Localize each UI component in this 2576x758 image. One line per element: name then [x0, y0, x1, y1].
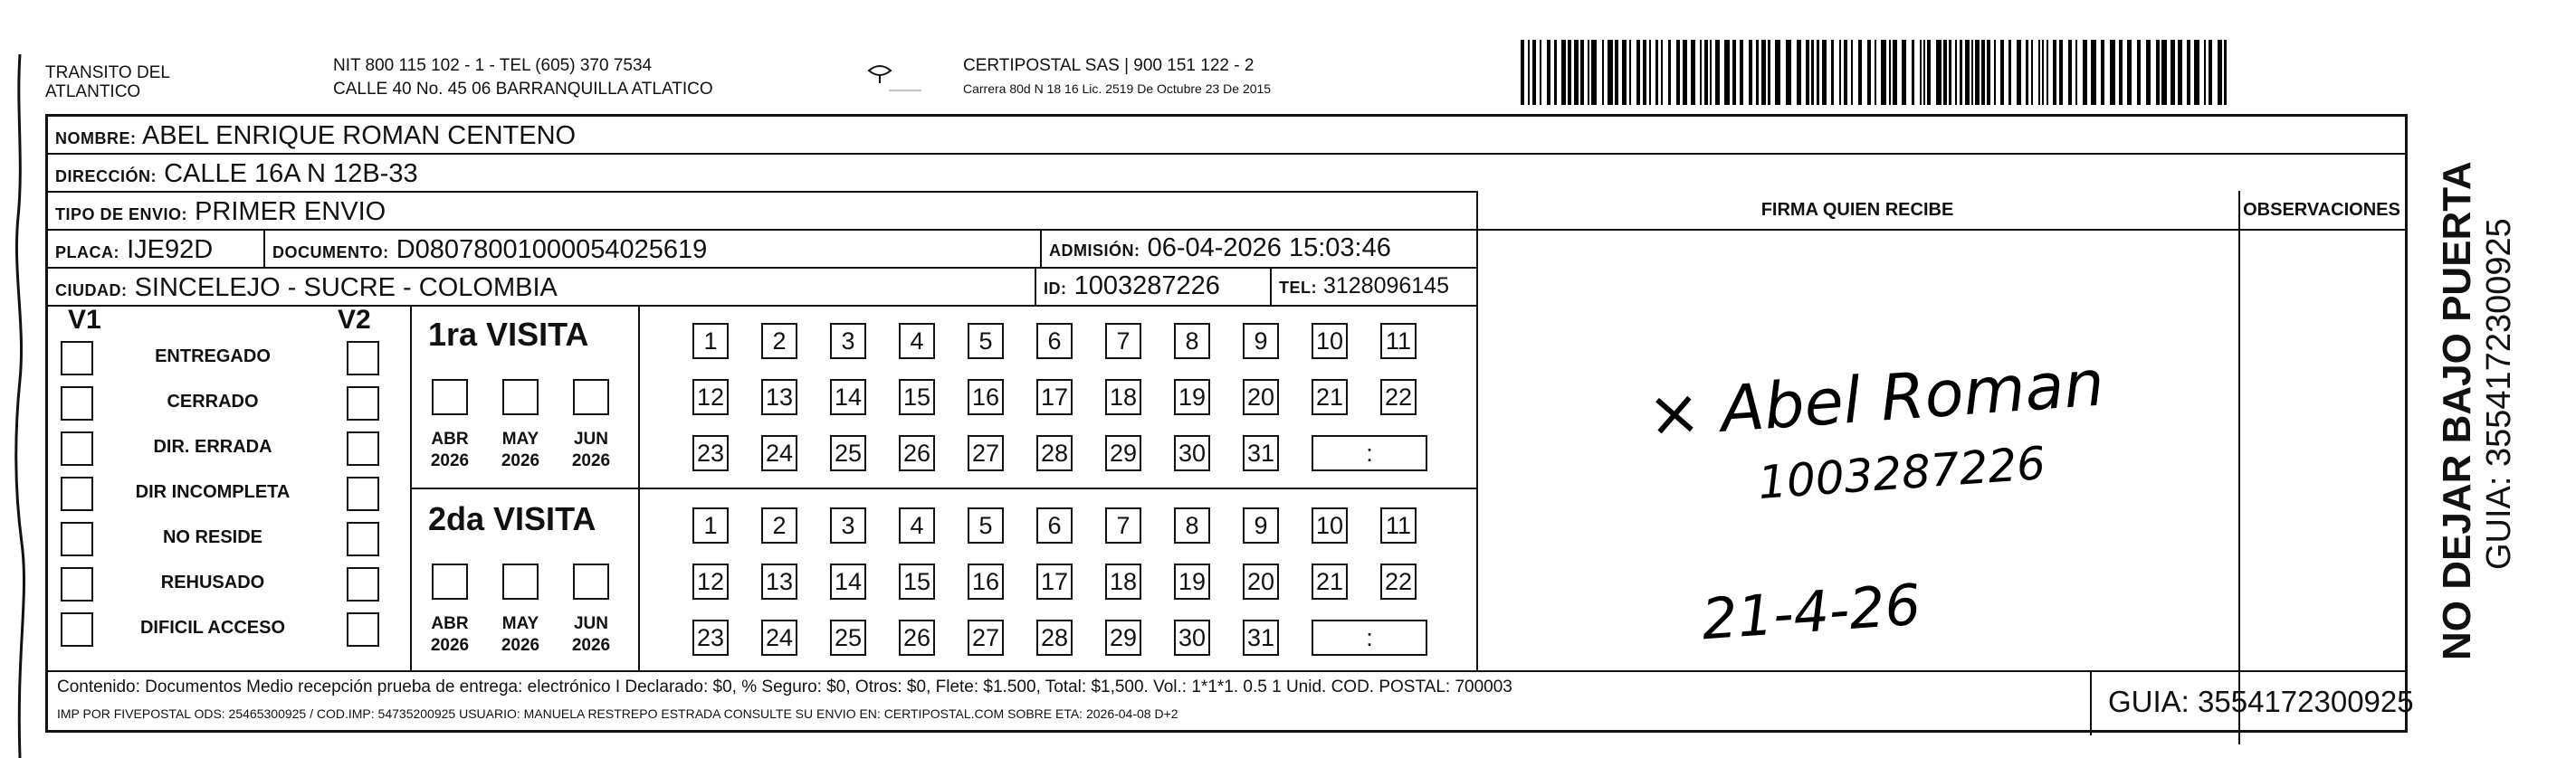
tipo-envio-label: TIPO DE ENVIO: — [55, 205, 188, 223]
day-box[interactable]: 3 — [830, 507, 866, 544]
status-option-label: DIR. ERRADA — [153, 437, 272, 457]
documento-label: DOCUMENTO: — [272, 243, 389, 261]
firma-column-header: FIRMA QUIEN RECIBE — [1760, 200, 1954, 220]
day-box[interactable]: 15 — [899, 379, 935, 415]
sender-name-line2: ATLANTICO — [45, 82, 141, 101]
day-box[interactable]: 13 — [761, 379, 797, 415]
v2-checkbox[interactable] — [347, 567, 379, 602]
direccion-label: DIRECCIÓN: — [55, 167, 157, 185]
placa-field — [55, 234, 213, 268]
v1-checkbox[interactable] — [61, 431, 93, 466]
signature-id: 1003287226 — [1756, 436, 2047, 510]
admision-field — [1049, 232, 1391, 266]
day-box[interactable]: 23 — [692, 435, 729, 471]
v2-header: V2 — [338, 305, 371, 335]
day-box[interactable]: 26 — [899, 435, 935, 471]
footer-contenido: Contenido: Documentos Medio recepción prueba de entrega: electrónico I Declarado: $0, % Seguro: $0, Otros: $0, Flete: $1.500, Total: $1,500. Vol.: 1*1*1. 0.5 1 Unid. COD. POSTAL: 700003 — [57, 677, 1512, 696]
year-label: 2026 — [430, 636, 470, 655]
status-option-label: CERRADO — [167, 392, 259, 412]
status-option-label: ENTREGADO — [155, 346, 271, 366]
day-box[interactable]: 15 — [899, 564, 935, 600]
day-box[interactable]: 19 — [1174, 379, 1210, 415]
day-box[interactable]: 31 — [1243, 620, 1279, 656]
nombre-value: ABEL ENRIQUE ROMAN CENTENO — [141, 121, 577, 150]
v1-header: V1 — [68, 305, 101, 335]
v2-checkbox[interactable] — [347, 431, 379, 466]
day-box[interactable]: 11 — [1380, 323, 1417, 359]
status-option-label: NO RESIDE — [162, 527, 263, 547]
status-option-label: DIFICIL ACCESO — [139, 618, 285, 638]
v1-checkbox[interactable] — [61, 386, 93, 421]
v2-checkbox[interactable] — [347, 477, 379, 511]
day-box[interactable]: 21 — [1312, 564, 1348, 600]
day-box[interactable]: 28 — [1036, 620, 1073, 656]
tipo-envio-value: PRIMER ENVIO — [195, 197, 386, 226]
ciudad-value: SINCELEJO - SUCRE - COLOMBIA — [134, 273, 558, 302]
nombre-field — [55, 120, 576, 154]
footer-imp: IMP POR FIVEPOSTAL ODS: 25465300925 / COD.IMP: 54735200925 USUARIO: MANUELA RESTREPO ESTRADA CONSULTE SU ENVIO EN: CERTIPOSTAL.COM SOBRE ETA: 2026-04-08 D+2 — [57, 706, 1178, 721]
courier-logo-icon — [862, 58, 925, 94]
day-box[interactable]: 18 — [1105, 564, 1141, 600]
day-box[interactable]: 10 — [1312, 507, 1348, 544]
day-box[interactable]: 6 — [1036, 507, 1073, 544]
day-box[interactable]: 18 — [1105, 379, 1141, 415]
year-label: 2026 — [571, 451, 611, 470]
day-box[interactable]: 14 — [830, 564, 866, 600]
day-box[interactable]: 25 — [830, 435, 866, 471]
month-checkbox[interactable] — [502, 379, 539, 415]
ciudad-label: CIUDAD: — [55, 281, 128, 299]
day-box[interactable]: 9 — [1243, 507, 1279, 544]
sender-name-line1: TRANSITO DEL — [45, 63, 170, 82]
day-box[interactable]: 7 — [1105, 323, 1141, 359]
month-checkbox[interactable] — [573, 564, 609, 600]
status-option-label: DIR INCOMPLETA — [135, 482, 291, 502]
tel-field — [1279, 270, 1449, 303]
day-box[interactable]: 4 — [899, 323, 935, 359]
day-box[interactable]: 19 — [1174, 564, 1210, 600]
v1-checkbox[interactable] — [61, 567, 93, 602]
day-box[interactable]: 8 — [1174, 323, 1210, 359]
day-box[interactable]: 4 — [899, 507, 935, 544]
tel-value: 3128096145 — [1322, 273, 1449, 298]
day-box[interactable]: 20 — [1243, 564, 1279, 600]
first-visit-title: 1ra VISITA — [428, 316, 589, 353]
day-box[interactable]: 24 — [761, 435, 797, 471]
day-box[interactable]: 16 — [968, 564, 1004, 600]
year-label: 2026 — [571, 636, 611, 655]
month-checkbox[interactable] — [502, 564, 539, 600]
month-label: ABR — [431, 614, 469, 633]
v2-checkbox[interactable] — [347, 386, 379, 421]
direccion-field — [55, 158, 418, 192]
day-box[interactable]: 12 — [692, 379, 729, 415]
admision-value: 06-04-2026 15:03:46 — [1147, 233, 1391, 262]
year-label: 2026 — [501, 451, 540, 470]
day-box[interactable]: 1 — [692, 323, 729, 359]
day-box[interactable]: 21 — [1312, 379, 1348, 415]
day-box[interactable]: 30 — [1174, 620, 1210, 656]
month-label: MAY — [501, 614, 539, 633]
direccion-value: CALLE 16A N 12B-33 — [164, 159, 418, 188]
month-label: JUN — [573, 430, 608, 449]
day-box[interactable]: 23 — [692, 620, 729, 656]
day-box[interactable]: 22 — [1380, 564, 1417, 600]
day-box[interactable]: 11 — [1380, 507, 1417, 544]
time-field[interactable]: : — [1312, 620, 1427, 656]
day-box[interactable]: 9 — [1243, 323, 1279, 359]
sender-address: CALLE 40 No. 45 06 BARRANQUILLA ATLATICO — [333, 80, 713, 99]
v1-checkbox[interactable] — [61, 477, 93, 511]
day-box[interactable]: 7 — [1105, 507, 1141, 544]
day-box[interactable]: 27 — [968, 435, 1004, 471]
day-box[interactable]: 14 — [830, 379, 866, 415]
v1-checkbox[interactable] — [61, 522, 93, 556]
day-box[interactable]: 20 — [1243, 379, 1279, 415]
day-box[interactable]: 24 — [761, 620, 797, 656]
day-box[interactable]: 25 — [830, 620, 866, 656]
day-box[interactable]: 28 — [1036, 435, 1073, 471]
day-box[interactable]: 13 — [761, 564, 797, 600]
month-label: ABR — [431, 430, 469, 449]
second-visit-title: 2da VISITA — [428, 500, 596, 537]
documento-field — [272, 234, 707, 268]
id-value: 1003287226 — [1073, 271, 1220, 300]
sender-nit: NIT 800 115 102 - 1 - TEL (605) 370 7534 — [333, 56, 653, 75]
documento-value: D08078001000054025619 — [396, 235, 708, 264]
day-box[interactable]: 1 — [692, 507, 729, 544]
v2-checkbox[interactable] — [347, 341, 379, 375]
day-box[interactable]: 16 — [968, 379, 1004, 415]
day-box[interactable]: 6 — [1036, 323, 1073, 359]
id-field — [1044, 270, 1220, 304]
signature-date: 21-4-26 — [1699, 571, 1923, 653]
day-box[interactable]: 12 — [692, 564, 729, 600]
day-box[interactable]: 5 — [968, 507, 1004, 544]
placa-label: PLACA: — [55, 243, 119, 261]
footer-guia: GUIA: 3554172300925 — [2108, 685, 2414, 718]
observaciones-column-header: OBSERVACIONES — [2243, 200, 2400, 220]
month-checkbox[interactable] — [432, 564, 468, 600]
courier-address: Carrera 80d N 18 16 Lic. 2519 De Octubre 23 De 2015 — [963, 81, 1272, 96]
placa-value: IJE92D — [127, 235, 214, 264]
month-label: MAY — [501, 430, 539, 449]
torn-edge — [0, 0, 36, 758]
day-box[interactable]: 5 — [968, 323, 1004, 359]
v1-checkbox[interactable] — [61, 612, 93, 647]
tipo-envio-field — [55, 196, 386, 230]
side-notice: NO DEJAR BAJO PUERTA — [2435, 161, 2479, 660]
day-box[interactable]: 2 — [761, 507, 797, 544]
day-box[interactable]: 17 — [1036, 379, 1073, 415]
year-label: 2026 — [430, 451, 470, 470]
month-checkbox[interactable] — [573, 379, 609, 415]
day-box[interactable]: 22 — [1380, 379, 1417, 415]
day-box[interactable]: 3 — [830, 323, 866, 359]
time-field[interactable]: : — [1312, 435, 1427, 471]
day-box[interactable]: 30 — [1174, 435, 1210, 471]
day-box[interactable]: 17 — [1036, 564, 1073, 600]
ciudad-field — [55, 272, 558, 306]
courier-name: CERTIPOSTAL SAS | 900 151 122 - 2 — [963, 56, 1255, 75]
month-checkbox[interactable] — [432, 379, 468, 415]
day-box[interactable]: 29 — [1105, 620, 1141, 656]
v2-checkbox[interactable] — [347, 612, 379, 647]
day-box[interactable]: 29 — [1105, 435, 1141, 471]
year-label: 2026 — [501, 636, 540, 655]
admision-label: ADMISIÓN: — [1049, 242, 1140, 260]
day-box[interactable]: 8 — [1174, 507, 1210, 544]
day-box[interactable]: 31 — [1243, 435, 1279, 471]
signature-name: × Abel Roman — [1645, 346, 2107, 452]
side-guia: GUIA: 3554172300925 — [2480, 218, 2518, 570]
tracking-barcode — [1521, 40, 2227, 105]
nombre-label: NOMBRE: — [55, 129, 137, 147]
day-box[interactable]: 10 — [1312, 323, 1348, 359]
month-label: JUN — [573, 614, 608, 633]
status-option-label: REHUSADO — [160, 573, 265, 592]
day-box[interactable]: 26 — [899, 620, 935, 656]
day-box[interactable]: 2 — [761, 323, 797, 359]
v2-checkbox[interactable] — [347, 522, 379, 556]
tel-label: TEL: — [1279, 279, 1317, 297]
day-box[interactable]: 27 — [968, 620, 1004, 656]
v1-checkbox[interactable] — [61, 341, 93, 375]
id-label: ID: — [1044, 280, 1067, 298]
